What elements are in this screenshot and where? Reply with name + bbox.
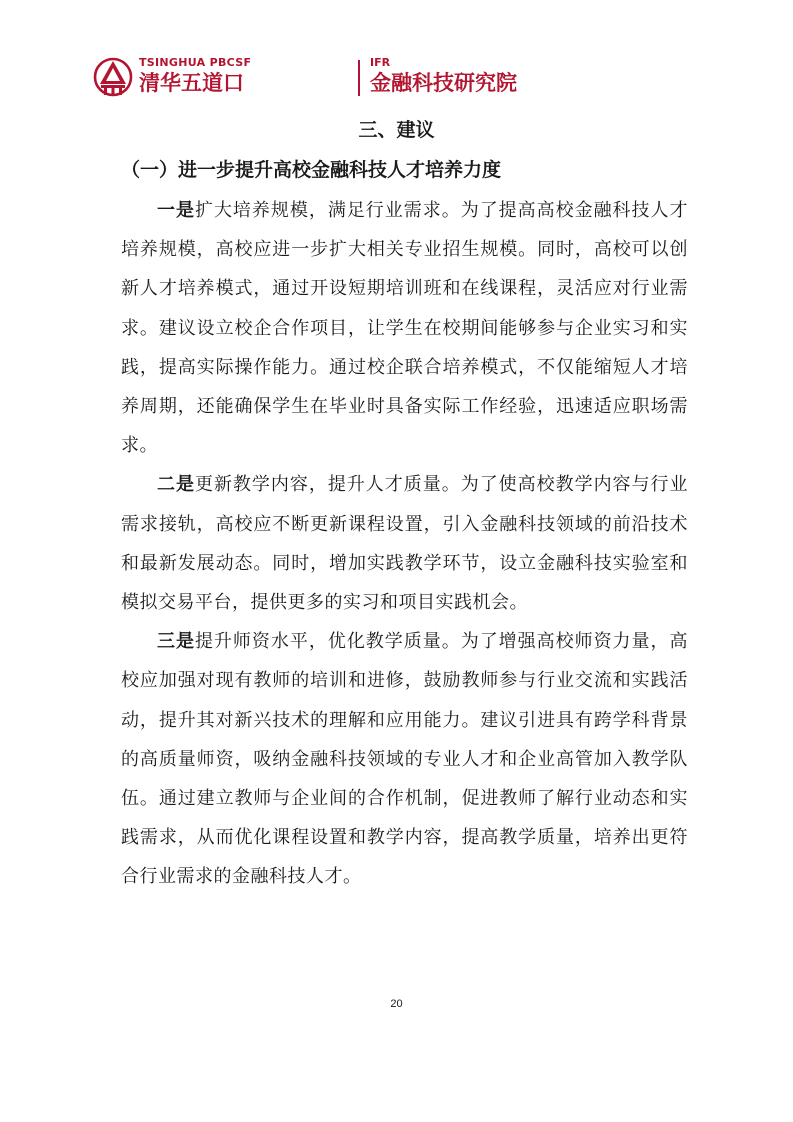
institute-english-name: IFR xyxy=(370,56,391,69)
header-divider xyxy=(358,60,360,96)
tsinghua-pbcsf-logo-icon xyxy=(93,56,133,98)
paragraph-1-text: 扩大培养规模，满足行业需求。为了提高高校金融科技人才培养规模，高校应进一步扩大相关专业招生规模。同时，高校可以创新人才培养模式，通过开设短期培训班和在线课程，灵活应对行业需求。建议设立校企合作项目，让学生在校期间能够参与企业实习和实践，提高实际操作能力。通过校企联合培养模式，不仅能缩短人才培养周期，还能确保学生在毕业时具备实际工作经验，迅速适应职场需求。 xyxy=(121,200,689,457)
paragraph-2-lead: 二是 xyxy=(157,474,195,496)
paragraph-2 xyxy=(121,465,688,622)
brand-english-name: TSINGHUA PBCSF xyxy=(139,56,252,69)
section-title: 三、建议 xyxy=(358,119,435,141)
paragraph-1 xyxy=(121,191,688,465)
paragraph-3-text: 提升师资水平，优化教学质量。为了增强高校师资力量，高校应加强对现有教师的培训和进修，鼓励教师参与行业交流和实践活动，提升其对新兴技术的理解和应用能力。建议引进具有跨学科背景的高质量师资，吸纳金融科技领域的专业人才和企业高管加入教学队伍。通过建立教师与企业间的合作机制，促进教师了解行业动态和实践需求，从而优化课程设置和教学内容，提高教学质量，培养出更符合行业需求的金融科技人才。 xyxy=(121,631,689,888)
page-header xyxy=(93,56,517,100)
brand-chinese-name: 清华五道口 xyxy=(139,71,244,95)
paragraph-3 xyxy=(121,622,688,896)
institute-chinese-name: 金融科技研究院 xyxy=(370,71,517,95)
paragraph-3-lead: 三是 xyxy=(157,631,195,653)
page-number: 20 xyxy=(390,998,403,1010)
document-body xyxy=(121,191,688,897)
paragraph-2-text: 更新教学内容，提升人才质量。为了使高校教学内容与行业需求接轨，高校应不断更新课程设置，引入金融科技领域的前沿技术和最新发展动态。同时，增加实践教学环节，设立金融科技实验室和模拟交易平台，提供更多的实习和项目实践机会。 xyxy=(121,474,689,614)
paragraph-1-lead: 一是 xyxy=(157,200,195,221)
sub-section-title: （一）进一步提升高校金融科技人才培养力度 xyxy=(121,159,502,181)
